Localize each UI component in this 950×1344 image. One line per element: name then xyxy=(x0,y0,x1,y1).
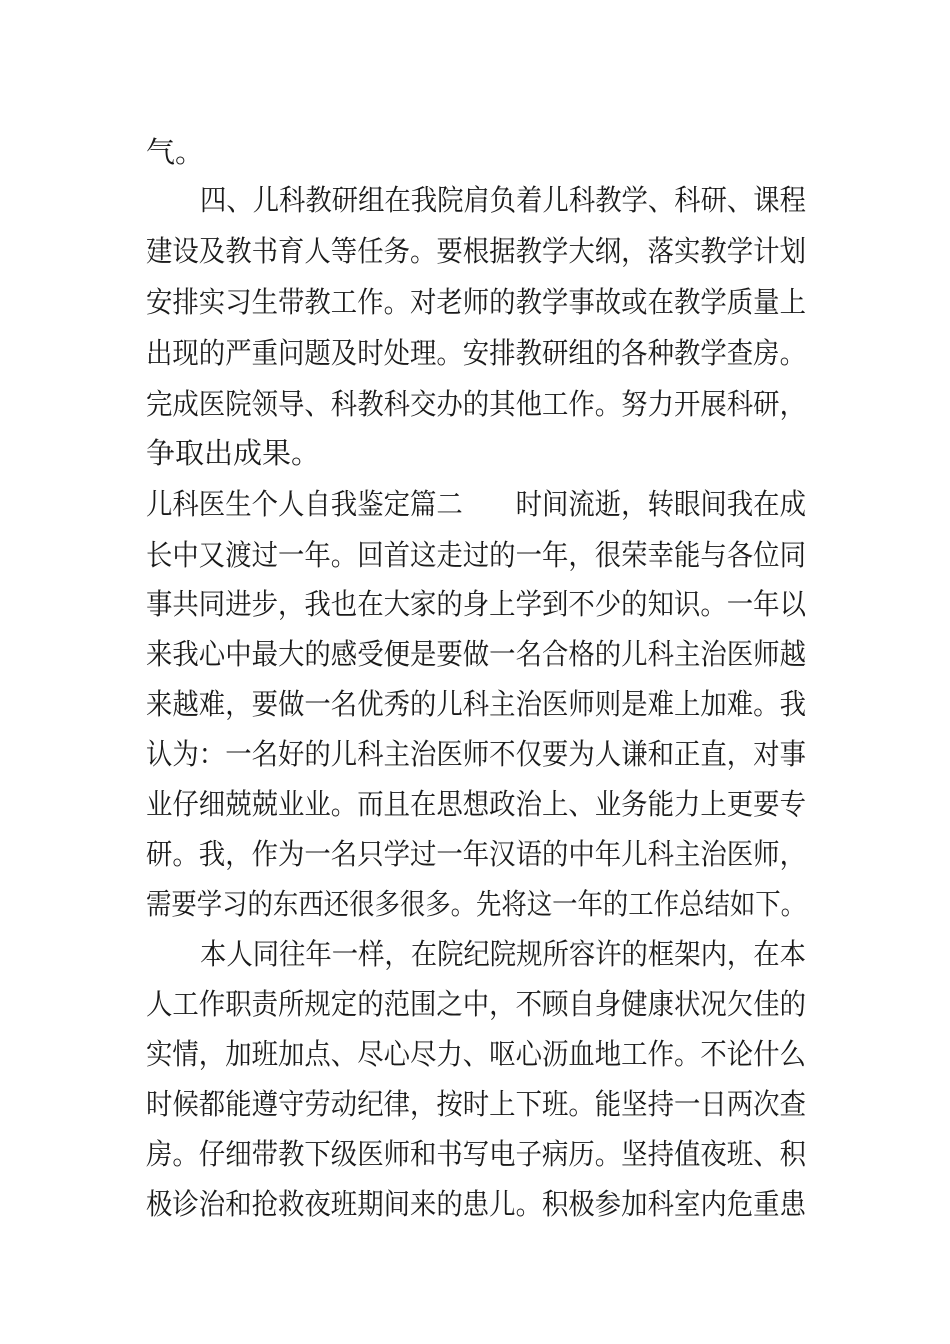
text-line: 来我心中最大的感受便是要做一名合格的儿科主治医师越 xyxy=(146,637,806,671)
text-line: 长中又渡过一年。回首这走过的一年，很荣幸能与各位同 xyxy=(146,538,806,572)
text-line: 时候都能遵守劳动纪律，按时上下班。能坚持一日两次查 xyxy=(146,1087,806,1121)
text-line: 事共同进步，我也在大家的身上学到不少的知识。一年以 xyxy=(146,587,806,621)
text-line: 极诊治和抢救夜班期间来的患儿。积极参加科室内危重患 xyxy=(146,1187,806,1221)
text-line: 建设及教书育人等任务。要根据教学大纲，落实教学计划 xyxy=(146,234,806,268)
paragraph-first-line: 四、儿科教研组在我院肩负着儿科教学、科研、课程 xyxy=(200,183,806,217)
text-line: 人工作职责所规定的范围之中，不顾自身健康状况欠佳的 xyxy=(146,987,806,1021)
text-line: 实情，加班加点、尽心尽力、呕心沥血地工作。不论什么 xyxy=(146,1037,806,1071)
text-line: 安排实习生带教工作。对老师的教学事故或在教学质量上 xyxy=(146,285,806,319)
text-line: 认为：一名好的儿科主治医师不仅要为人谦和正直，对事 xyxy=(146,737,806,771)
text-line: 研。我，作为一名只学过一年汉语的中年儿科主治医师， xyxy=(146,837,806,871)
text-line: 气。 xyxy=(146,135,205,169)
section-heading-line: 儿科医生个人自我鉴定篇二 时间流逝，转眼间我在成 xyxy=(146,487,806,521)
text-line: 争取出成果。 xyxy=(146,436,321,470)
text-line: 房。仔细带教下级医师和书写电子病历。坚持值夜班、积 xyxy=(146,1137,806,1171)
paragraph-first-line: 本人同往年一样，在院纪院规所容许的框架内，在本 xyxy=(200,937,806,971)
text-line: 需要学习的东西还很多很多。先将这一年的工作总结如下。 xyxy=(146,887,806,921)
text-line: 来越难，要做一名优秀的儿科主治医师则是难上加难。我 xyxy=(146,687,806,721)
text-line: 出现的严重问题及时处理。安排教研组的各种教学查房。 xyxy=(146,336,806,370)
text-line: 完成医院领导、科教科交办的其他工作。努力开展科研， xyxy=(146,387,806,421)
text-line: 业仔细兢兢业业。而且在思想政治上、业务能力上更要专 xyxy=(146,787,806,821)
